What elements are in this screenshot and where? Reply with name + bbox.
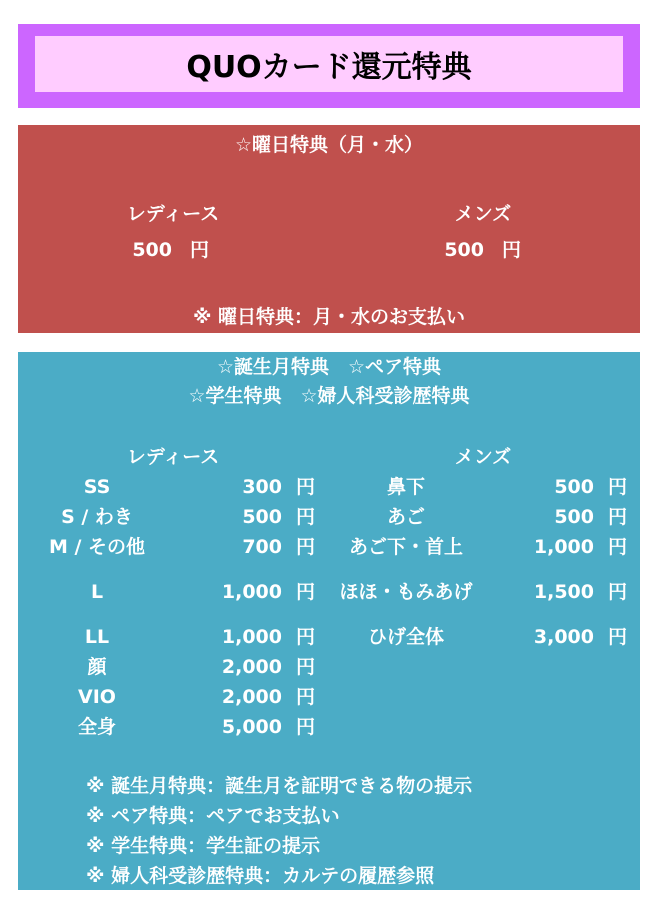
mens-item-price: 1,500: [533, 581, 594, 603]
ladies-item-yen: 円: [296, 686, 316, 708]
weekday-heading: ☆曜日特典（月・水）: [234, 134, 424, 156]
ladies-item-yen: 円: [296, 716, 316, 738]
special-note: ※ 誕生月特典：誕生月を証明できる物の提示: [86, 775, 473, 797]
ladies-item-yen: 円: [296, 626, 316, 648]
mens-item-name: ほほ・もみあげ: [339, 581, 473, 603]
special-section: [18, 352, 640, 890]
mens-item-yen: 円: [608, 626, 628, 648]
ladies-item-price: 500: [242, 506, 282, 528]
ladies-item-yen: 円: [296, 506, 316, 528]
ladies-item-price: 1,000: [221, 626, 282, 648]
ladies-item-price: 2,000: [221, 686, 282, 708]
weekday-note: ※ 曜日特典：月・水のお支払い: [192, 306, 466, 328]
ladies-item-yen: 円: [296, 476, 316, 498]
special-heading-line2: ☆学生特典 ☆婦人科受診歴特典: [188, 385, 470, 407]
mens-item-name: 鼻下: [386, 476, 425, 498]
page-title: QUOカード還元特典: [35, 36, 623, 92]
ladies-item-price: 1,000: [221, 581, 282, 603]
ladies-item-name: 顔: [87, 656, 107, 678]
special-note: ※ ペア特典：ペアでお支払い: [86, 805, 340, 827]
mens-item-name: あご下・首上: [348, 536, 463, 558]
weekday-mens-price: 500: [444, 239, 484, 261]
ladies-item-price: 5,000: [221, 716, 282, 738]
ladies-item-name: L: [90, 581, 104, 603]
ladies-item-price: 700: [242, 536, 282, 558]
special-mens-label: メンズ: [454, 446, 512, 468]
ladies-item-name: S / わき: [61, 506, 133, 528]
weekday-ladies-price: 500: [132, 239, 172, 261]
mens-item-name: ひげ全体: [367, 626, 444, 648]
weekday-mens-yen: 円: [502, 239, 522, 261]
mens-item-yen: 円: [608, 581, 628, 603]
special-note: ※ 婦人科受診歴特典：カルテの履歴参照: [86, 865, 435, 887]
ladies-item-yen: 円: [296, 536, 316, 558]
ladies-item-name: LL: [84, 626, 110, 648]
ladies-item-name: 全身: [77, 716, 116, 738]
special-note: ※ 学生特典：学生証の提示: [86, 835, 321, 857]
ladies-item-yen: 円: [296, 656, 316, 678]
weekday-ladies-yen: 円: [190, 239, 210, 261]
ladies-item-name: M / その他: [48, 536, 146, 558]
ladies-item-yen: 円: [296, 581, 316, 603]
ladies-item-name: VIO: [78, 686, 116, 708]
mens-item-yen: 円: [608, 536, 628, 558]
weekday-ladies-label: レディース: [126, 203, 220, 225]
mens-item-price: 500: [554, 506, 594, 528]
mens-item-name: あご: [386, 506, 425, 528]
weekday-mens-label: メンズ: [454, 203, 512, 225]
ladies-item-name: SS: [83, 476, 111, 498]
special-heading-line1: ☆誕生月特典 ☆ペア特典: [216, 356, 442, 378]
ladies-item-price: 2,000: [221, 656, 282, 678]
mens-item-price: 1,000: [533, 536, 594, 558]
weekday-section: [18, 125, 640, 333]
special-ladies-label: レディース: [126, 446, 220, 468]
title-banner: [18, 24, 640, 108]
mens-item-yen: 円: [608, 476, 628, 498]
mens-item-price: 3,000: [533, 626, 594, 648]
ladies-item-price: 300: [242, 476, 282, 498]
mens-item-yen: 円: [608, 506, 628, 528]
mens-item-price: 500: [554, 476, 594, 498]
